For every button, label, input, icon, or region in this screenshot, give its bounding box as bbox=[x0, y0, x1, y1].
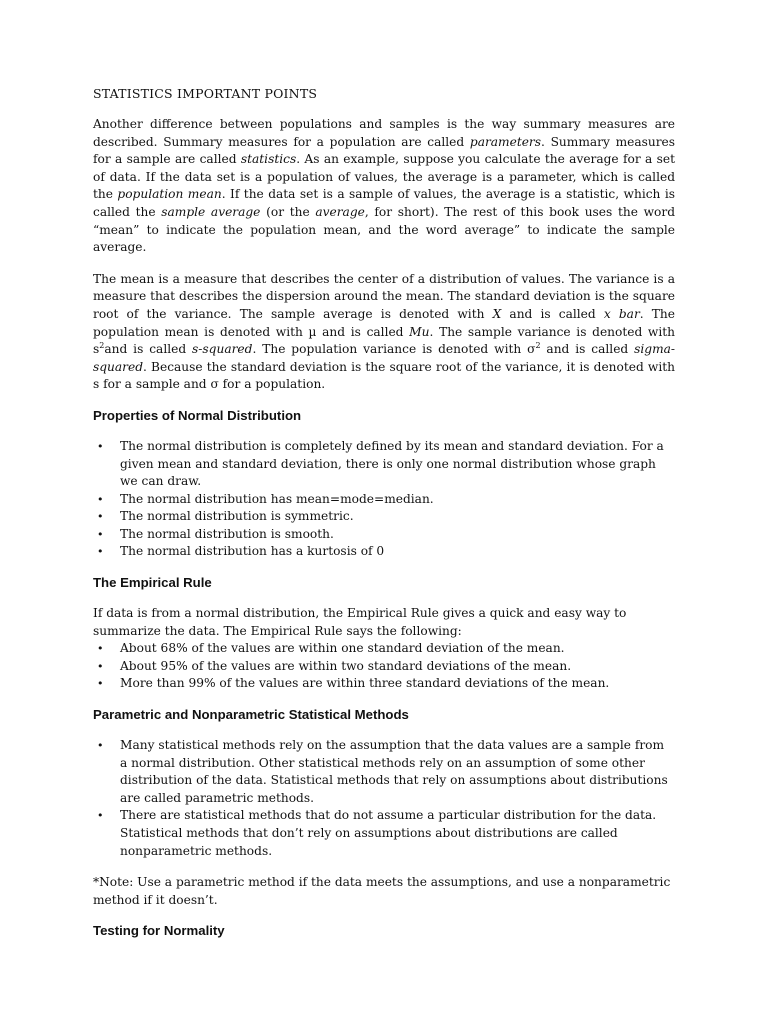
list-normal-properties bbox=[93, 438, 675, 561]
paragraph-populations-samples: Another difference between populations and samples is the way summary measures are described. Summary measures for a population are called parameters. Summary measures for a sample are called statistics. As an example, suppose you calculate the average for a set of data. If the data set is a population of values, the average is a parameter, which is called the population mean. If the data set is a sample of values, the average is a statistic, which is called the sample average (or the average, for short). The rest of this book uses the word “mean” to indicate the population mean, and the word average” to indicate the sample average. bbox=[93, 117, 676, 255]
list-item: • The normal distribution is symmetric. bbox=[93, 508, 675, 526]
document-content bbox=[93, 86, 675, 953]
paragraph-note: *Note: Use a parametric method if the data meets the assumptions, and use a nonparametric method if it doesn’t. bbox=[93, 875, 671, 907]
heading-properties-normal-distribution: Properties of Normal Distribution bbox=[93, 407, 302, 423]
list-item: • The normal distribution is smooth. bbox=[93, 526, 675, 544]
list-item: • About 68% of the values are within one standard deviation of the mean. bbox=[93, 640, 675, 658]
list-item: • The normal distribution has a kurtosis of 0 bbox=[93, 543, 675, 561]
list-parametric-methods bbox=[93, 737, 675, 860]
list-item: • Many statistical methods rely on the assumption that the data values are a sample from a normal distribution. Other statistical methods rely on an assumption of some other distribution of the data. Statistical methods that rely on assumptions about distributions are called parametric methods. bbox=[93, 737, 675, 807]
list-empirical-rule bbox=[93, 640, 675, 693]
list-item: • There are statistical methods that do not assume a particular distribution for the data. Statistical methods that don’t rely on assumptions about distributions are called nonparametric methods. bbox=[93, 807, 675, 860]
document-title: STATISTICS IMPORTANT POINTS bbox=[93, 86, 318, 101]
paragraph-empirical-intro: If data is from a normal distribution, the Empirical Rule gives a quick and easy way to summarize the data. The Empirical Rule says the following: bbox=[93, 606, 627, 638]
list-item: • About 95% of the values are within two standard deviations of the mean. bbox=[93, 658, 675, 676]
list-item: • The normal distribution has mean=mode=median. bbox=[93, 491, 675, 509]
heading-testing-normality: Testing for Normality bbox=[93, 923, 225, 939]
heading-empirical-rule: The Empirical Rule bbox=[93, 575, 212, 591]
paragraph-mean-variance: The mean is a measure that describes the center of a distribution of values. The variance is a measure that describes the dispersion around the mean. The standard deviation is the square root of the variance. The sample average is denoted with X and is called x bar. The population mean is denoted with µ and is called Mu. The sample variance is denoted with $s^2and$ is called s-squared. The population variance is denoted with $\sigma^2$ and is called sigma-squared. Because the standard deviation is the square root of the variance, it is denoted with s for a sample and σ for a population. bbox=[93, 271, 676, 392]
list-item: • The normal distribution is completely defined by its mean and standard deviation. For a given mean and standard deviation, there is only one normal distribution whose graph we can draw. bbox=[93, 438, 675, 491]
list-item: • More than 99% of the values are within three standard deviations of the mean. bbox=[93, 675, 675, 693]
heading-parametric-nonparametric: Parametric and Nonparametric Statistical Methods bbox=[93, 707, 409, 723]
